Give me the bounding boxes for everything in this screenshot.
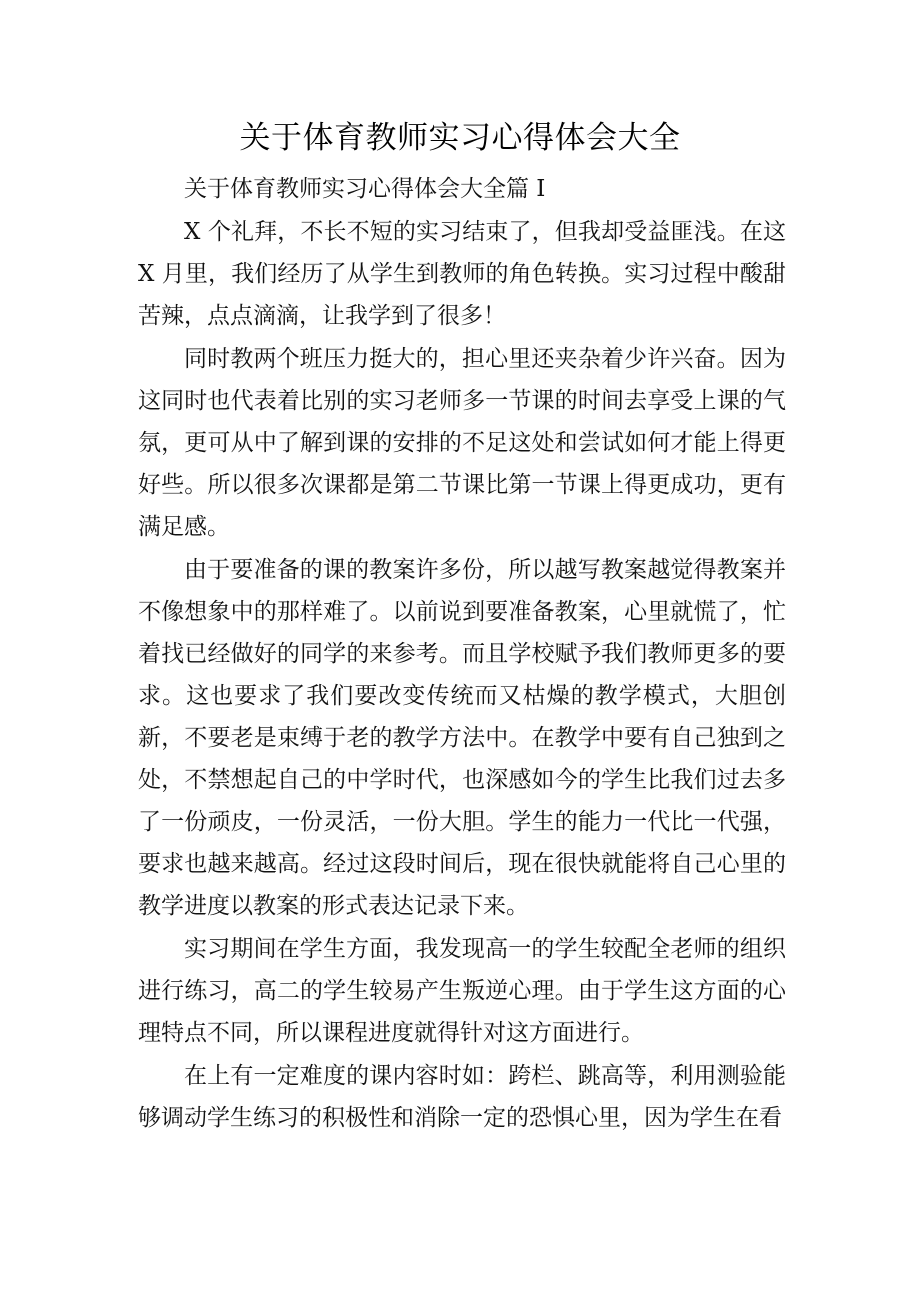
paragraph: X 个礼拜，不长不短的实习结束了，但我却受益匪浅。在这 X 月里，我们经历了从学生到教师的角色转换。实习过程中酸甜苦辣，点点滴滴，让我学到了很多！	[138, 219, 786, 329]
document-body	[138, 168, 786, 1140]
paragraph: 同时教两个班压力挺大的，担心里还夹杂着少许兴奋。因为这同时也代表着比别的实习老师多一节课的时间去享受上课的气氛，更可从中了解到课的安排的不足这处和尝试如何才能上得更好些。所以很多次课都是第二节课比第一节课上得更成功，更有满足感。	[138, 346, 786, 540]
paragraph: 由于要准备的课的教案许多份，所以越写教案越觉得教案并不像想象中的那样难了。以前说到要准备教案，心里就慌了，忙着找已经做好的同学的来参考。而且学校赋予我们教师更多的要求。这也要求了我们要改变传统而又枯燥的教学模式，大胆创新，不要老是束缚于老的教学方法中。在教学中要有自己独到之处，不禁想起自己的中学时代，也深感如今的学生比我们过去多了一份顽皮，一份灵活，一份大胆。学生的能力一代比一代强，要求也越来越高。经过这段时间后，现在很快就能将自己心里的教学进度以教案的形式表达记录下来。	[138, 557, 786, 919]
section-heading: 关于体育教师实习心得体会大全篇 I	[184, 176, 546, 202]
document-title: 关于体育教师实习心得体会大全	[239, 120, 681, 156]
paragraph: 实习期间在学生方面，我发现高一的学生较配全老师的组织进行练习，高二的学生较易产生叛逆心理。由于学生这方面的心理特点不同，所以课程进度就得针对这方面进行。	[138, 936, 786, 1046]
paragraph: 在上有一定难度的课内容时如：跨栏、跳高等，利用测验能够调动学生练习的积极性和消除一定的恐惧心里，因为学生在看	[138, 1063, 786, 1131]
